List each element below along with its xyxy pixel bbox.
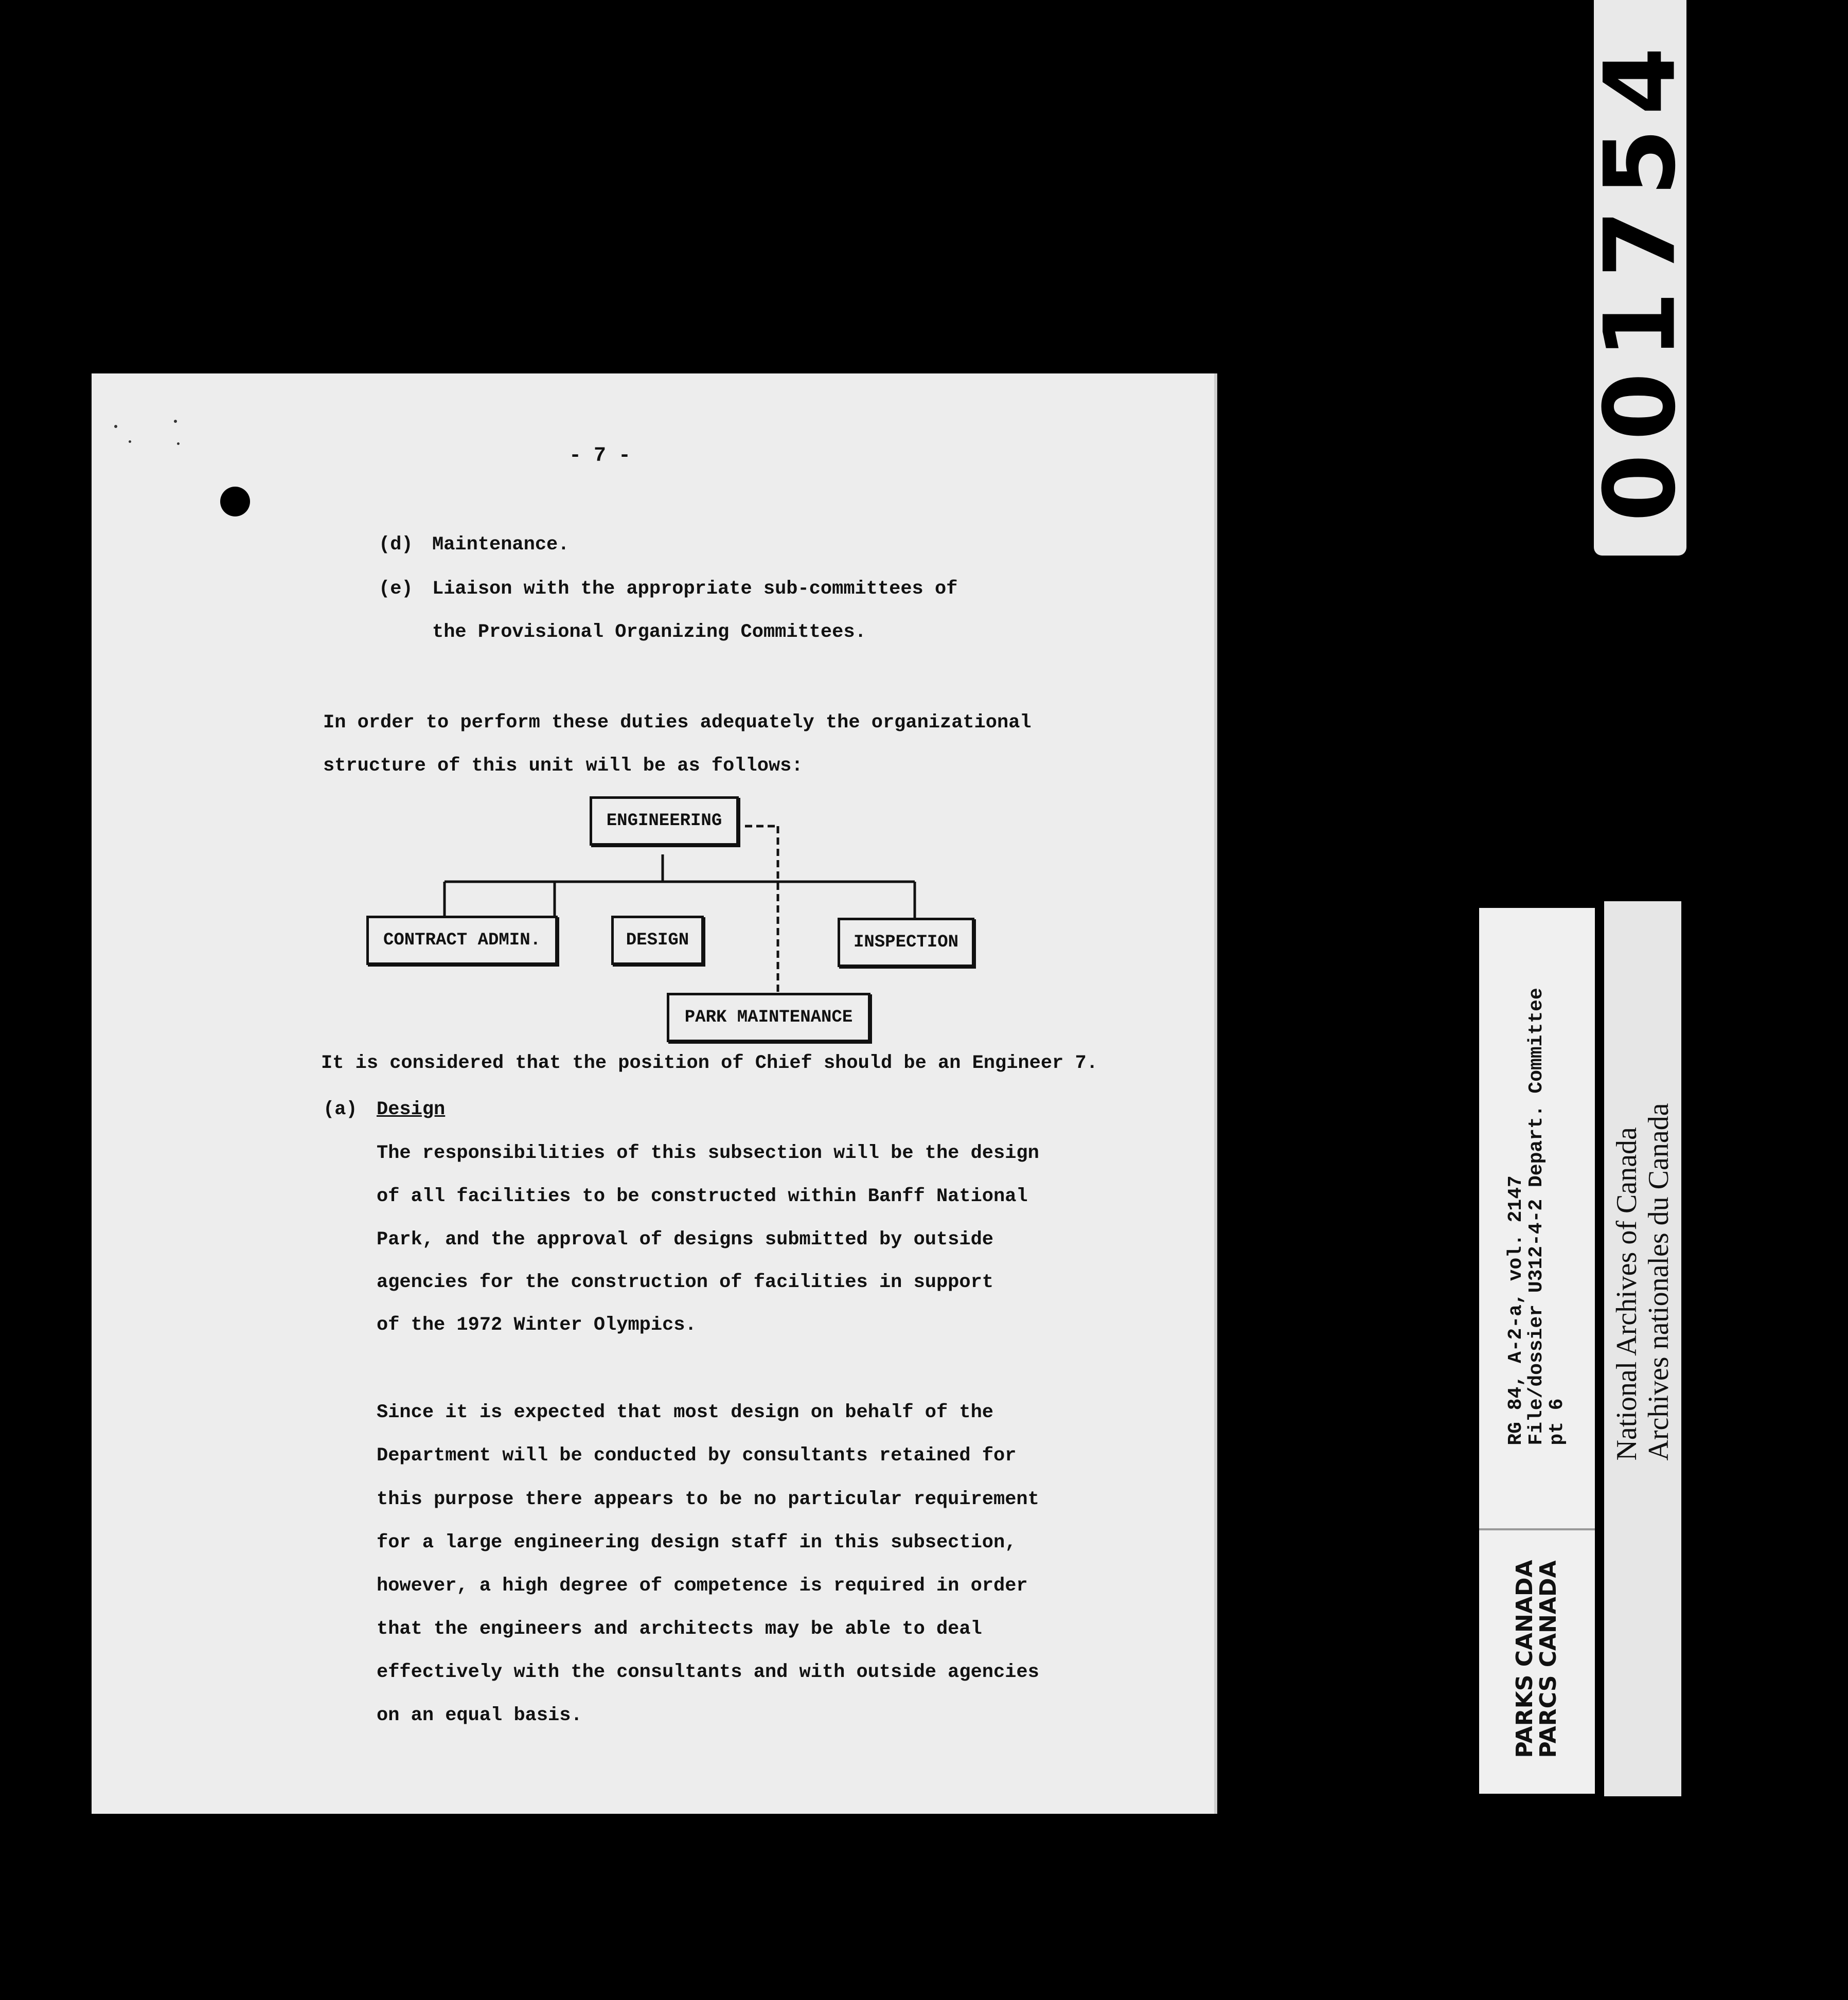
intro-line: In order to perform these duties adequately the organizational (323, 712, 1032, 734)
section-title: Design (377, 1099, 446, 1120)
frame-number: 001754 (1583, 33, 1697, 522)
paragraph-line: of the 1972 Winter Olympics. (377, 1314, 697, 1336)
paragraph-line: however, a high degree of competence is required in order (377, 1575, 1028, 1597)
agency-name (1513, 1560, 1560, 1758)
file-reference-line: pt 6 (1546, 1398, 1568, 1445)
paper-speck (174, 420, 177, 423)
intro-line: structure of this unit will be as follows: (323, 755, 803, 777)
paragraph-line: that the engineers and architects may be able to deal (377, 1618, 982, 1640)
file-reference-text (1506, 988, 1568, 1445)
file-reference-line: File/dossier U312-4-2 Depart. Committee (1525, 988, 1548, 1445)
paper-speck (129, 440, 131, 443)
paragraph-line: Since it is expected that most design on behalf of the (377, 1402, 993, 1423)
agency-line: PARKS CANADA (1512, 1560, 1538, 1758)
paper-speck (177, 442, 180, 445)
org-box-park-maintenance: PARK MAINTENANCE (667, 993, 870, 1042)
agency-line: PARCS CANADA (1535, 1560, 1561, 1758)
org-box-contract-admin: CONTRACT ADMIN. (366, 916, 558, 965)
paragraph-line: The responsibilities of this subsection will be the design (377, 1142, 1039, 1164)
archives-label (1604, 901, 1681, 1796)
item-text: Liaison with the appropriate sub-committees of (432, 578, 958, 600)
paper-speck (114, 425, 117, 428)
punch-hole (220, 487, 250, 516)
archives-text (1611, 1103, 1675, 1460)
item-label: (d) (379, 534, 413, 556)
paragraph-line: Department will be conducted by consultants retained for (377, 1445, 1017, 1467)
item-label: (e) (379, 578, 413, 600)
paragraph-line: of all facilities to be constructed within Banff National (377, 1186, 1028, 1207)
org-box-design: DESIGN (611, 916, 704, 965)
page-number: - 7 - (569, 444, 631, 468)
paragraph-line: Park, and the approval of designs submitted by outside (377, 1229, 993, 1251)
chief-position-line: It is considered that the position of Chief should be an Engineer 7. (321, 1052, 1098, 1074)
paragraph-line: on an equal basis. (377, 1705, 582, 1726)
paragraph-line: effectively with the consultants and with outside agencies (377, 1662, 1039, 1683)
org-box-inspection: INSPECTION (838, 918, 974, 967)
file-reference-line: RG 84, A-2-a, vol. 2147 (1505, 1175, 1527, 1445)
org-chart-connectors (92, 373, 1217, 1094)
file-reference-label (1479, 908, 1595, 1794)
document-page (92, 373, 1217, 1814)
paragraph-line: for a large engineering design staff in this subsection, (377, 1532, 1017, 1553)
section-label: (a) (323, 1099, 358, 1120)
org-box-engineering: ENGINEERING (590, 796, 739, 846)
archives-line: National Archives of Canada (1611, 1127, 1643, 1461)
paragraph-line: this purpose there appears to be no particular requirement (377, 1489, 1039, 1510)
paragraph-line: agencies for the construction of facilities in support (377, 1272, 993, 1293)
frame-number-tab (1583, 0, 1697, 556)
archives-line: Archives nationales du Canada (1643, 1103, 1675, 1461)
item-text: Maintenance. (432, 534, 570, 556)
label-divider (1479, 1528, 1595, 1530)
item-text: the Provisional Organizing Committees. (432, 621, 866, 643)
